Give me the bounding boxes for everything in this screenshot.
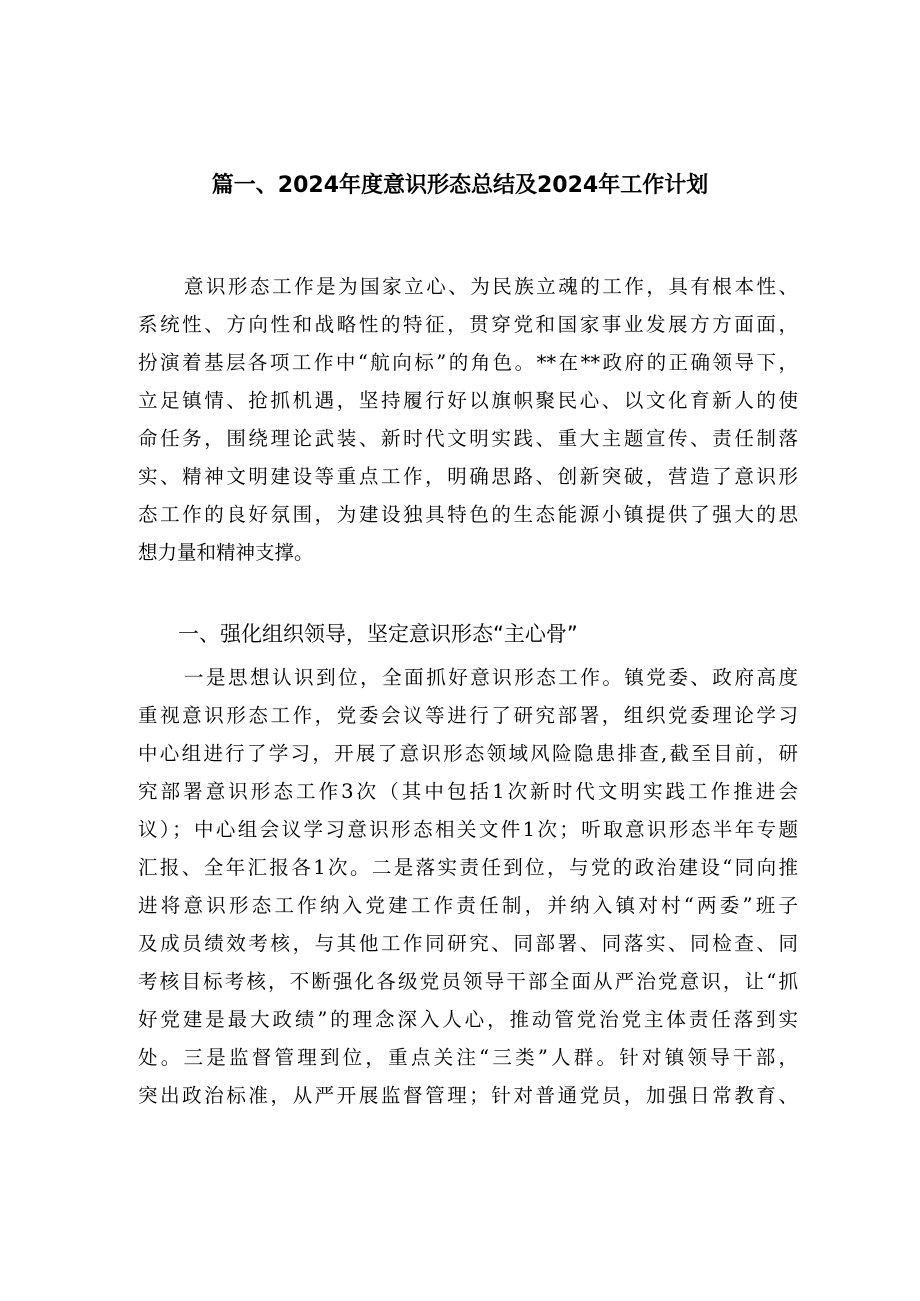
- intro-paragraph: [138, 268, 798, 572]
- section-line: 究部署意识形态工作3次（其中包括1次新时代文明实践工作推进会: [138, 780, 798, 803]
- intro-line: 实、精神文明建设等重点工作，明确思路、创新突破，营造了意识形: [138, 465, 798, 488]
- intro-line: 命任务，围绕理论武装、新时代文明实践、重大主题宣传、责任制落: [138, 427, 798, 450]
- section-line: 汇报、全年汇报各1次。二是落实责任到位，与党的政治建设“同向推: [138, 856, 798, 879]
- section-line: 议）；中心组会议学习意识形态相关文件1次；听取意识形态半年专题: [138, 818, 798, 841]
- intro-line: 想力量和精神支撑。: [138, 541, 314, 564]
- section-line: 好党建是最大政绩”的理念深入人心，推动管党治党主体责任落到实: [138, 1008, 798, 1031]
- intro-line: 扮演着基层各项工作中“航向标”的角色。**在**政府的正确领导下，: [138, 351, 798, 374]
- section-heading: 一、强化组织领导，坚定意识形态“主心骨”: [178, 622, 578, 646]
- section-line: 重视意识形态工作，党委会议等进行了研究部署，组织党委理论学习: [138, 704, 798, 727]
- intro-line: 态工作的良好氛围，为建设独具特色的生态能源小镇提供了强大的思: [138, 503, 798, 526]
- section-line: 处。三是监督管理到位，重点关注“三类”人群。针对镇领导干部，: [138, 1046, 798, 1069]
- intro-line: 意识形态工作是为国家立心、为民族立魂的工作，具有根本性、: [184, 275, 798, 298]
- section-line: 突出政治标准，从严开展监督管理；针对普通党员，加强日常教育、: [138, 1084, 798, 1107]
- intro-line: 立足镇情、抢抓机遇，坚持履行好以旗帜聚民心、以文化育新人的使: [138, 389, 798, 412]
- section-line: 一是思想认识到位，全面抓好意识形态工作。镇党委、政府高度: [184, 666, 798, 689]
- section-line: 进将意识形态工作纳入党建工作责任制，并纳入镇对村“两委”班子: [138, 894, 798, 917]
- intro-line: 系统性、方向性和战略性的特征，贯穿党和国家事业发展方方面面，: [138, 313, 798, 336]
- section-paragraph: [138, 659, 798, 1115]
- section-line: 及成员绩效考核，与其他工作同研究、同部署、同落实、同检查、同: [138, 932, 798, 955]
- section-line: 中心组进行了学习，开展了意识形态领域风险隐患排查,截至目前，研: [138, 742, 798, 765]
- document-title: 篇一、2024年度意识形态总结及2024年工作计划: [211, 173, 709, 198]
- section-line: 考核目标考核，不断强化各级党员领导干部全面从严治党意识，让“抓: [138, 970, 798, 993]
